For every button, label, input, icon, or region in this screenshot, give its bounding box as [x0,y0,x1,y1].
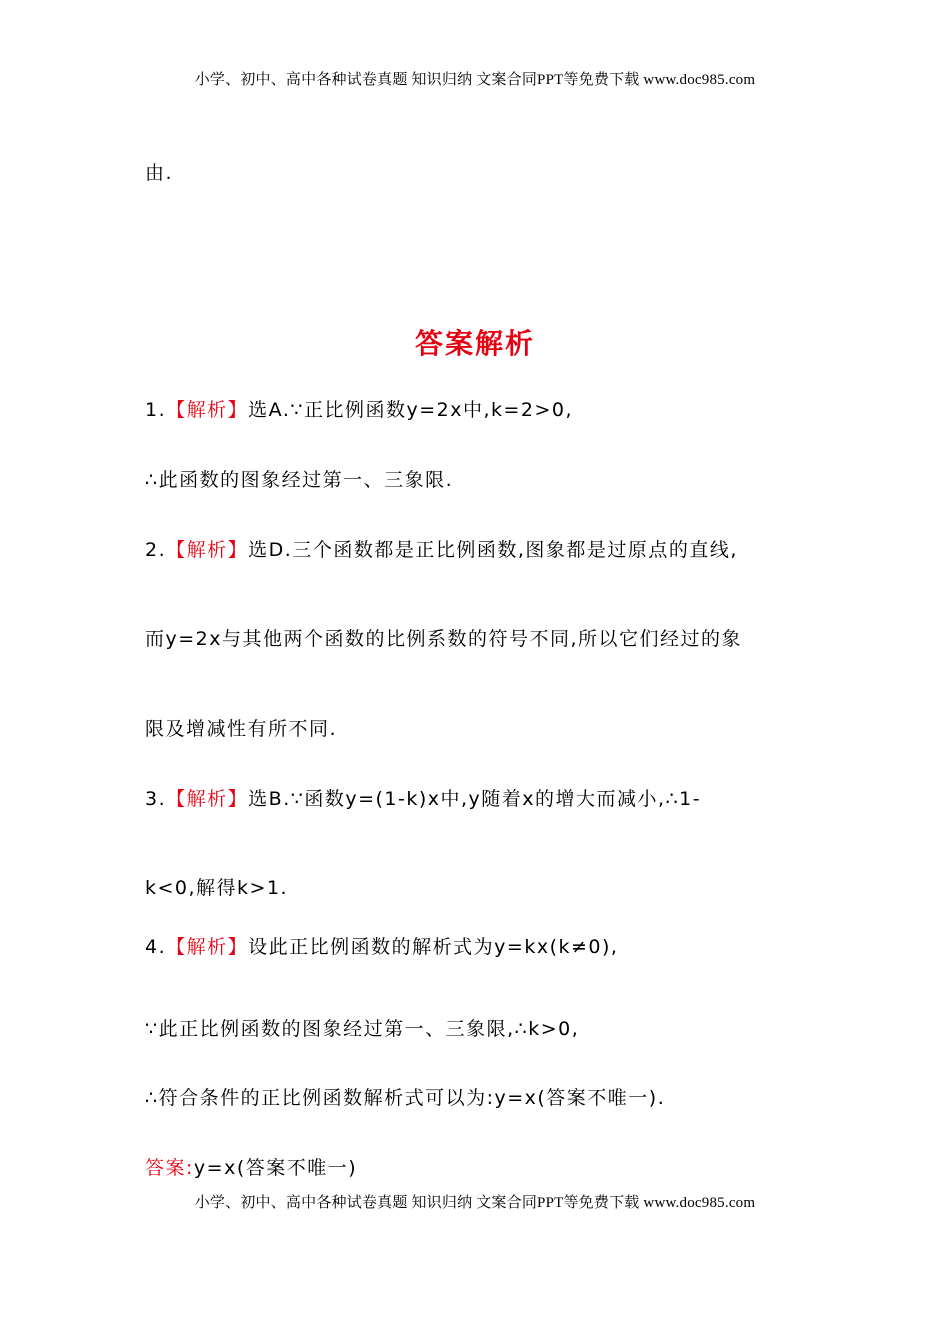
analysis-tag: 【解析】 [166,936,249,958]
section-title: 答案解析 [414,327,535,360]
item-number: 2. [145,539,167,561]
item-3-first-line [145,784,701,811]
item-text: 设此正比例函数的解析式为y=kx(k≠0), [248,936,619,958]
item-1-first-line [145,395,573,422]
item-1-line-2: ∴此函数的图象经过第一、三象限. [145,469,454,491]
item-text: 选A.∵正比例函数y=2x中,k=2>0, [248,399,574,421]
item-4-line-2: ∵此正比例函数的图象经过第一、三象限,∴k>0, [145,1018,580,1040]
item-number: 1. [145,399,167,421]
item-number: 4. [145,936,167,958]
item-3-line-2: k<0,解得k>1. [145,877,289,899]
item-4-line-3: ∴符合条件的正比例函数解析式可以为:y=x(答案不唯一). [145,1087,666,1109]
answer-line [145,1153,357,1180]
item-2-line-3: 限及增减性有所不同. [145,718,338,740]
analysis-tag: 【解析】 [166,539,249,561]
item-4-first-line [145,932,618,959]
continuation-text: 由. [145,162,174,184]
item-number: 3. [145,788,167,810]
item-text: 选B.∵函数y=(1-k)x中,y随着x的增大而减小,∴1- [248,788,702,810]
page-footer: 小学、初中、高中各种试卷真题 知识归纳 文案合同PPT等免费下载 www.doc985.com [194,1195,756,1211]
page-header: 小学、初中、高中各种试卷真题 知识归纳 文案合同PPT等免费下载 www.doc985.com [194,72,756,88]
item-2-first-line [145,535,738,562]
analysis-tag: 【解析】 [166,399,249,421]
item-2-line-2: 而y=2x与其他两个函数的比例系数的符号不同,所以它们经过的象 [145,628,743,650]
analysis-tag: 【解析】 [166,788,249,810]
item-text: 选D.三个函数都是正比例函数,图象都是过原点的直线, [248,539,738,561]
answer-label: 答案: [145,1157,194,1179]
answer-value: y=x(答案不唯一) [193,1157,358,1179]
